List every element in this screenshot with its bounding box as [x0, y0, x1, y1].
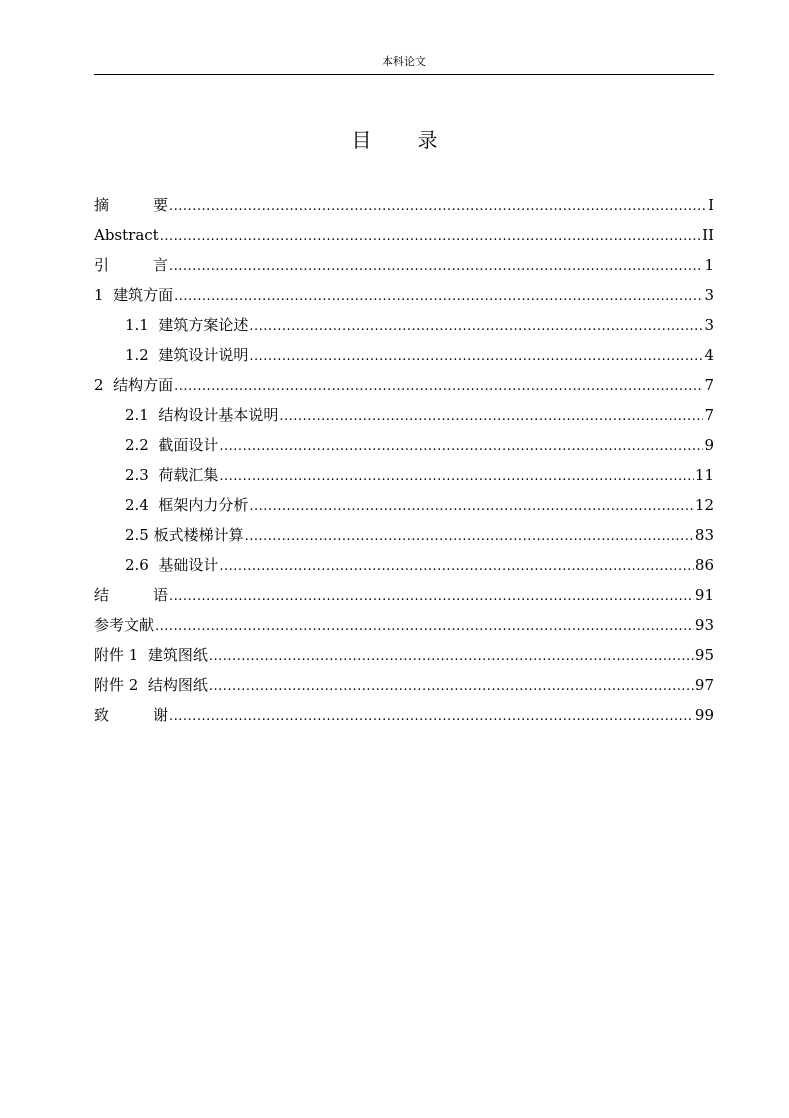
toc-entry-appendix-1[interactable]	[94, 640, 714, 670]
toc-entry-page: 99	[694, 706, 714, 724]
toc-entry-label: 2 结构方面	[94, 376, 174, 394]
toc-entry-label-char: 摘	[94, 196, 110, 214]
toc-entry-page: 83	[694, 526, 714, 544]
toc-entry-label: 附件 2 结构图纸	[94, 676, 208, 694]
toc-entry-label: 2.5 板式楼梯计算	[125, 526, 244, 544]
toc-entry-label-char: 要	[153, 196, 169, 214]
toc-entry-label: 2.2 截面设计	[125, 436, 219, 454]
dot-leader	[169, 190, 707, 222]
dot-leader	[174, 280, 703, 312]
dot-leader	[279, 400, 703, 432]
toc-entry-label: 1 建筑方面	[94, 286, 174, 304]
toc-entry-page: 12	[694, 496, 714, 514]
toc-entry-appendix-2[interactable]	[94, 670, 714, 700]
toc-entry-page: 93	[694, 616, 714, 634]
dot-leader	[249, 340, 703, 372]
toc-entry-label: 1.2 建筑设计说明	[125, 346, 249, 364]
toc-entry-references[interactable]	[94, 610, 714, 640]
toc-entry-label-char: 致	[94, 706, 110, 724]
toc-entry-label: 1.1 建筑方案论述	[125, 316, 249, 334]
toc-entry-section-2-6[interactable]	[94, 550, 714, 580]
toc-entry-page: 9	[704, 436, 714, 454]
toc-entry-label: 2.1 结构设计基本说明	[125, 406, 279, 424]
toc-entry-label: 2.3 荷载汇集	[125, 466, 219, 484]
toc-entry-label: 附件 1 建筑图纸	[94, 646, 208, 664]
toc-entry-section-2-5[interactable]	[94, 520, 714, 550]
dot-leader	[160, 220, 701, 252]
toc-entry-label: 2.6 基础设计	[125, 556, 219, 574]
toc-entry-label-char: 谢	[153, 706, 169, 724]
dot-leader	[249, 310, 703, 342]
dot-leader	[219, 460, 694, 492]
toc-entry-page: 11	[694, 466, 714, 484]
toc-entry-chapter-2[interactable]	[94, 370, 714, 400]
toc-entry-section-1-2[interactable]	[94, 340, 714, 370]
toc-entry-page: 86	[694, 556, 714, 574]
toc-entry-page: 95	[694, 646, 714, 664]
toc-entry-page: 97	[694, 676, 714, 694]
dot-leader	[209, 640, 694, 672]
toc-entry-label	[94, 250, 168, 280]
running-header-title: 本科论文	[382, 55, 426, 68]
running-header	[94, 54, 714, 75]
toc-entry-page: I	[708, 196, 714, 214]
toc-entry-section-1-1[interactable]	[94, 310, 714, 340]
toc-entry-label: 参考文献	[94, 616, 155, 634]
toc-entry-chapter-1[interactable]	[94, 280, 714, 310]
toc-title-char-1: 目	[351, 128, 372, 152]
toc-entry-label	[94, 190, 168, 220]
toc-entry-page: 3	[704, 316, 714, 334]
table-of-contents	[94, 190, 714, 730]
dot-leader	[169, 250, 703, 282]
dot-leader	[155, 610, 694, 642]
toc-entry-label-char: 言	[153, 256, 169, 274]
dot-leader	[249, 490, 694, 522]
toc-entry-abstract-en[interactable]	[94, 220, 714, 250]
toc-entry-acknowledgements[interactable]	[94, 700, 714, 730]
toc-entry-page: 3	[704, 286, 714, 304]
toc-entry-label: Abstract	[94, 226, 159, 244]
toc-entry-section-2-2[interactable]	[94, 430, 714, 460]
toc-title-char-2: 录	[417, 128, 438, 152]
dot-leader	[219, 430, 703, 462]
toc-entry-label	[94, 700, 168, 730]
toc-entry-page: 1	[704, 256, 714, 274]
toc-entry-label-char: 语	[153, 586, 169, 604]
dot-leader	[174, 370, 703, 402]
toc-entry-page: 4	[704, 346, 714, 364]
toc-entry-conclusion[interactable]	[94, 580, 714, 610]
toc-entry-page: II	[702, 226, 714, 244]
dot-leader	[219, 550, 694, 582]
dot-leader	[245, 520, 694, 552]
toc-entry-label-char: 引	[94, 256, 110, 274]
toc-entry-label: 2.4 框架内力分析	[125, 496, 249, 514]
dot-leader	[169, 580, 694, 612]
toc-entry-page: 7	[704, 376, 714, 394]
toc-entry-abstract-cn[interactable]	[94, 190, 714, 220]
toc-entry-section-2-4[interactable]	[94, 490, 714, 520]
toc-entry-section-2-3[interactable]	[94, 460, 714, 490]
toc-entry-introduction[interactable]	[94, 250, 714, 280]
toc-entry-label	[94, 580, 168, 610]
dot-leader	[169, 700, 694, 732]
toc-title	[0, 126, 789, 154]
dot-leader	[209, 670, 694, 702]
toc-entry-section-2-1[interactable]	[94, 400, 714, 430]
toc-entry-label-char: 结	[94, 586, 110, 604]
toc-entry-page: 91	[694, 586, 714, 604]
toc-entry-page: 7	[704, 406, 714, 424]
